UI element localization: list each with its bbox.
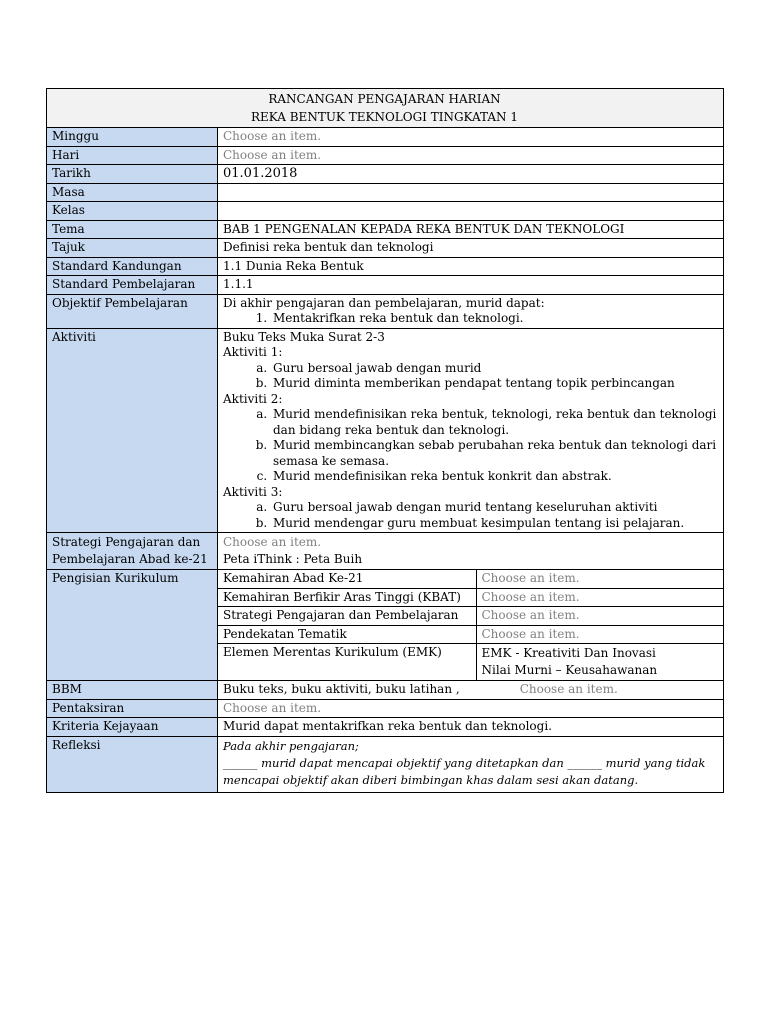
refleksi-line-3: mencapai objektif akan diberi bimbingan khas dalam sesi akan datang. — [223, 772, 639, 787]
list-item: a. Guru bersoal jawab dengan murid — [271, 361, 717, 377]
title-row — [47, 89, 724, 128]
row-masa — [47, 183, 724, 202]
aktiviti-1-title: Aktiviti 1: — [223, 345, 283, 359]
row-minggu — [47, 128, 724, 147]
label-kelas: Kelas — [47, 202, 218, 221]
bbm-value: Buku teks, buku aktiviti, buku latihan , — [223, 682, 460, 696]
list-item: b. Murid mendengar guru membuat kesimpulan tentang isi pelajaran. — [271, 516, 717, 532]
kurikulum-name: Kemahiran Abad Ke-21 — [218, 570, 476, 588]
bbm-cell[interactable] — [218, 681, 724, 700]
label-kriteria: Kriteria Kejayaan — [47, 718, 218, 737]
label-refleksi: Refleksi — [47, 736, 218, 792]
kurikulum-table — [218, 570, 723, 680]
kriteria-value[interactable]: Murid dapat mentakrifkan reka bentuk dan teknologi. — [218, 718, 724, 737]
emk-values[interactable] — [476, 644, 723, 681]
emk-line-1: EMK - Kreativiti Dan Inovasi — [481, 646, 656, 660]
list-item: a. Murid mendefinisikan reka bentuk, teknologi, reka bentuk dan teknologi dan bidang reka bentuk dan teknologi. — [271, 407, 717, 438]
title-line-2: REKA BENTUK TEKNOLOGI TINGKATAN 1 — [250, 110, 519, 124]
pentaksiran-dropdown[interactable]: Choose an item. — [218, 699, 724, 718]
row-tarikh — [47, 165, 724, 184]
list-item: a. Guru bersoal jawab dengan murid tentang keseluruhan aktiviti — [271, 500, 717, 516]
row-standard-pembelajaran — [47, 276, 724, 295]
row-pentaksiran — [47, 699, 724, 718]
label-kurikulum: Pengisian Kurikulum — [47, 570, 218, 681]
table-row — [218, 570, 723, 588]
aktiviti-cell[interactable] — [218, 328, 724, 533]
strategi-cell — [218, 533, 724, 570]
row-strategi — [47, 533, 724, 570]
label-standard-kandungan: Standard Kandungan — [47, 257, 218, 276]
refleksi-line-1: Pada akhir pengajaran; — [223, 738, 359, 753]
refleksi-line-2: ______ murid dapat mencapai objektif yang ditetapkan dan ______ murid yang tidak — [223, 755, 706, 770]
kurikulum-dropdown[interactable]: Choose an item. — [476, 588, 723, 607]
strategi-peta: Peta iThink : Peta Buih — [223, 552, 363, 566]
list-item: b. Murid membincangkan sebab perubahan reka bentuk dan teknologi dari semasa ke semasa. — [271, 438, 717, 469]
table-row — [218, 644, 723, 681]
tema-value[interactable]: BAB 1 PENGENALAN KEPADA REKA BENTUK DAN TEKNOLOGI — [218, 220, 724, 239]
table-title — [47, 89, 724, 128]
tarikh-value[interactable]: 01.01.2018 — [218, 165, 724, 184]
label-minggu: Minggu — [47, 128, 218, 147]
title-line-1: RANCANGAN PENGAJARAN HARIAN — [268, 92, 501, 106]
label-objektif: Objektif Pembelajaran — [47, 294, 218, 328]
row-aktiviti — [47, 328, 724, 533]
label-masa: Masa — [47, 183, 218, 202]
strategi-dropdown[interactable]: Choose an item. — [223, 535, 322, 549]
kurikulum-dropdown[interactable]: Choose an item. — [476, 570, 723, 588]
kelas-value[interactable] — [218, 202, 724, 221]
row-bbm — [47, 681, 724, 700]
row-hari — [47, 146, 724, 165]
row-tajuk — [47, 239, 724, 258]
label-tema: Tema — [47, 220, 218, 239]
aktiviti-source: Buku Teks Muka Surat 2-3 — [223, 329, 385, 344]
objektif-item: 1. Mentakrifkan reka bentuk dan teknologi. — [271, 311, 717, 327]
table-row — [218, 588, 723, 607]
label-strategi-line-1: Strategi Pengajaran dan — [52, 535, 201, 549]
label-hari: Hari — [47, 146, 218, 165]
minggu-dropdown[interactable]: Choose an item. — [218, 128, 724, 147]
aktiviti-3-title: Aktiviti 3: — [223, 484, 283, 499]
refleksi-cell[interactable] — [218, 736, 724, 792]
list-item: b. Murid diminta memberikan pendapat tentang topik perbincangan — [271, 376, 717, 392]
row-objektif — [47, 294, 724, 328]
standard-kandungan-value[interactable]: 1.1 Dunia Reka Bentuk — [218, 257, 724, 276]
label-aktiviti: Aktiviti — [47, 328, 218, 533]
bbm-dropdown[interactable]: Choose an item. — [519, 682, 618, 696]
objektif-intro: Di akhir pengajaran dan pembelajaran, murid dapat: — [223, 295, 545, 310]
aktiviti-2-title: Aktiviti 2: — [223, 391, 283, 406]
list-item: c. Murid mendefinisikan reka bentuk konkrit dan abstrak. — [271, 469, 717, 485]
label-strategi — [47, 533, 218, 570]
table-row — [218, 625, 723, 644]
kurikulum-dropdown[interactable]: Choose an item. — [476, 607, 723, 626]
label-bbm: BBM — [47, 681, 218, 700]
kurikulum-dropdown[interactable]: Choose an item. — [476, 625, 723, 644]
label-tajuk: Tajuk — [47, 239, 218, 258]
label-pentaksiran: Pentaksiran — [47, 699, 218, 718]
row-standard-kandungan — [47, 257, 724, 276]
standard-pembelajaran-value[interactable]: 1.1.1 — [218, 276, 724, 295]
table-row — [218, 607, 723, 626]
emk-line-2: Nilai Murni – Keusahawanan — [481, 663, 658, 677]
emk-name: Elemen Merentas Kurikulum (EMK) — [218, 644, 476, 681]
row-refleksi — [47, 736, 724, 792]
hari-dropdown[interactable]: Choose an item. — [218, 146, 724, 165]
tajuk-value[interactable]: Definisi reka bentuk dan teknologi — [218, 239, 724, 258]
kurikulum-name: Pendekatan Tematik — [218, 625, 476, 644]
masa-value[interactable] — [218, 183, 724, 202]
row-kelas — [47, 202, 724, 221]
kurikulum-name: Kemahiran Berfikir Aras Tinggi (KBAT) — [218, 588, 476, 607]
row-tema — [47, 220, 724, 239]
objektif-cell[interactable] — [218, 294, 724, 328]
lesson-plan-table — [46, 88, 724, 793]
kurikulum-name: Strategi Pengajaran dan Pembelajaran — [218, 607, 476, 626]
row-kurikulum — [47, 570, 724, 681]
label-tarikh: Tarikh — [47, 165, 218, 184]
label-standard-pembelajaran: Standard Pembelajaran — [47, 276, 218, 295]
kurikulum-cell — [218, 570, 724, 681]
row-kriteria — [47, 718, 724, 737]
label-strategi-line-2: Pembelajaran Abad ke-21 — [52, 552, 208, 566]
